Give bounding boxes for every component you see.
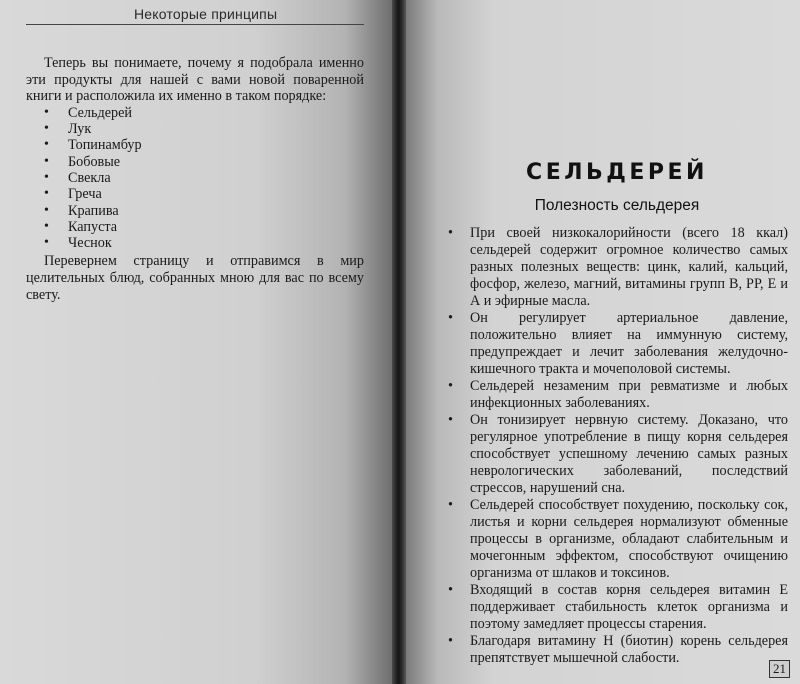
book-gutter	[392, 0, 406, 684]
list-item: • Сельдерей	[44, 105, 364, 121]
list-item: • При своей низкокалорийности (всего 18 ккал) сельдерей содержит огромное количество самых разных полезных веществ: цинк, калий, кальций, фосфор, железо, магний, витамины групп В, РР, Е и А и эфирные масла.	[446, 225, 788, 310]
outro-paragraph: Перевернем страницу и отправимся в мир целительных блюд, собранных мною для вас по всему свету.	[26, 253, 364, 303]
list-item: • Греча	[44, 186, 364, 202]
running-header: Некоторые принципы	[26, 4, 364, 25]
list-item: • Благодаря витамину Н (биотин) корень сельдерея препятствует мышечной слабости.	[446, 633, 788, 667]
page-number: 21	[769, 660, 790, 678]
list-item: • Сельдерей способствует похудению, поскольку сок, листья и корни сельдерея нормализуют обменные процессы в организме, обладают слабительным и мочегонным эффектом, способствуют очищению организма от шлаков и токсинов.	[446, 497, 788, 582]
list-item: • Капуста	[44, 219, 364, 235]
list-item: • Он регулирует артериальное давление, положительно влияет на иммунную систему, предупреждает и лечит заболевания желудочно-кишечного тракта и мочеполовой системы.	[446, 310, 788, 378]
intro-paragraph: Теперь вы понимаете, почему я подобрала именно эти продукты для нашей с вами новой поваренной книги и расположила их именно в таком порядке:	[26, 55, 364, 105]
list-item: • Бобовые	[44, 154, 364, 170]
vegetable-list	[26, 105, 364, 252]
section-title: Полезность сельдерея	[534, 197, 700, 214]
list-item: • Лук	[44, 121, 364, 137]
list-item: • Сельдерей незаменим при ревматизме и любых инфекционных заболеваниях.	[446, 378, 788, 412]
facts-list	[446, 225, 788, 667]
list-item: • Свекла	[44, 170, 364, 186]
list-item: • Он тонизирует нервную систему. Доказано, что регулярное употребление в пищу корня сельдерея способствует успешному лечению самых разных неврологических заболеваний, последствий стрессов, нарушений сна.	[446, 412, 788, 497]
chapter-title: СЕЛЬДЕРЕЙ	[526, 160, 708, 185]
list-item: • Крапива	[44, 203, 364, 219]
left-page	[0, 0, 392, 684]
list-item: • Чеснок	[44, 235, 364, 251]
list-item: • Топинамбур	[44, 137, 364, 153]
list-item: • Входящий в состав корня сельдерея витамин Е поддерживает стабильность клеток организма и поэтому замедляет процессы старения.	[446, 582, 788, 633]
right-page	[406, 0, 800, 684]
